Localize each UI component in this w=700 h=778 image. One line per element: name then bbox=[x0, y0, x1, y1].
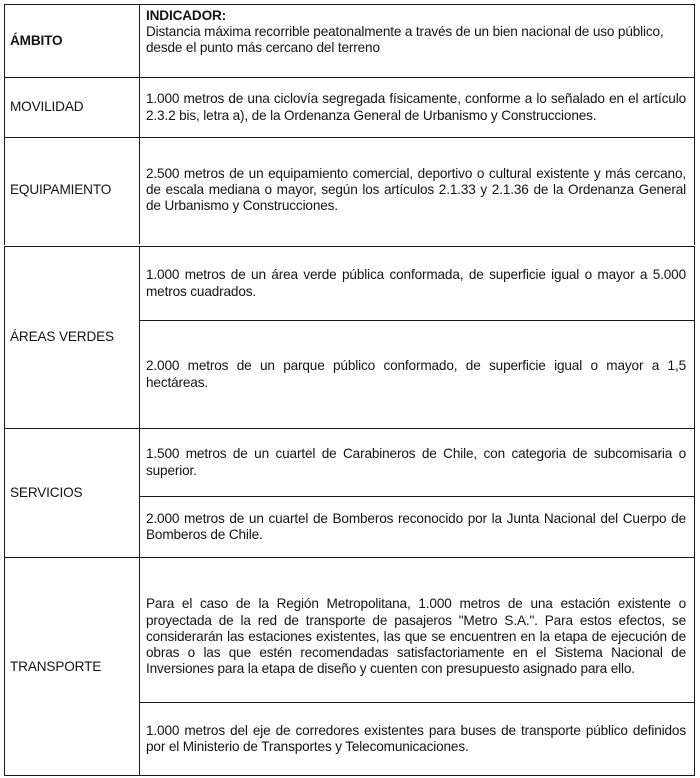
header-indicador bbox=[141, 8, 691, 76]
header-indicador-content bbox=[146, 8, 686, 57]
indicador-areas-verdes-1 bbox=[141, 247, 691, 320]
ambito-label: SERVICIOS bbox=[10, 484, 83, 500]
header-ambito-text: ÁMBITO bbox=[10, 33, 63, 49]
indicador-text: 1.000 metros de una ciclovía segregada físicamente, conforme a lo señalado en el artículo 2.3.2 bis, letra a), de la Ordenanza General de Urbanismo y Construcciones. bbox=[146, 91, 686, 123]
indicador-text: 2.000 metros de un cuartel de Bomberos reconocido por la Junta Nacional del Cuerpo de Bomberos de Chile. bbox=[146, 510, 686, 542]
ambito-label: MOVILIDAD bbox=[10, 99, 84, 115]
ambito-label: ÁREAS VERDES bbox=[10, 329, 114, 345]
ambito-transporte bbox=[6, 558, 138, 776]
ambito-label: TRANSPORTE bbox=[10, 658, 102, 674]
indicador-servicios-2 bbox=[141, 497, 691, 557]
indicador-text: 1.000 metros del eje de corredores existentes para buses de transporte público definidos por el Ministerio de Transportes y Telecomunicaciones. bbox=[146, 722, 686, 754]
indicador-servicios-1 bbox=[141, 429, 691, 496]
indicador-transporte-1 bbox=[141, 572, 691, 702]
indicador-equipamiento bbox=[141, 138, 691, 242]
ambito-equipamiento bbox=[6, 138, 138, 242]
indicador-text: 2.500 metros de un equipamiento comercial, deportivo o cultural existente y más cercano, de escala mediana o mayor, según los artículos 2.1.33 y 2.1.36 de la Ordenanza General de Urbanismo y Construcciones. bbox=[146, 165, 686, 214]
indicador-text: Para el caso de la Región Metropolitana, 1.000 metros de una estación existente o proyectada de la red de transporte de pasajeros "Metro S.A.". Para estos efectos, se considerarán las estaciones existentes, las que se encuentren en la etapa de ejecución de obras o las que estén recomendadas satisfactoriamente en el Sistema Nacional de Inversiones para la etapa de diseño y cuenten con presupuesto asignado para ello. bbox=[146, 596, 686, 677]
indicador-text: 2.000 metros de un parque público conformado, de superficie igual o mayor a 1,5 hectáreas. bbox=[146, 358, 686, 390]
header-ambito bbox=[6, 6, 138, 77]
indicador-transporte-2 bbox=[141, 703, 691, 775]
ambito-movilidad bbox=[6, 78, 138, 137]
column-divider bbox=[139, 246, 140, 776]
header-indicador-label: INDICADOR: bbox=[146, 8, 227, 23]
indicador-areas-verdes-2 bbox=[141, 321, 691, 428]
indicador-text: 1.500 metros de un cuartel de Carabineros de Chile, con categoria de subcomisaria o superior. bbox=[146, 446, 686, 478]
ambito-areas-verdes bbox=[6, 247, 138, 428]
ambito-servicios bbox=[6, 429, 138, 557]
header-indicador-text: Distancia máxima recorrible peatonalmente a través de un bien nacional de uso público, desde el punto más cercano del terreno bbox=[146, 24, 664, 56]
indicador-text: 1.000 metros de un área verde pública conformada, de superficie igual o mayor a 5.000 metros cuadrados. bbox=[146, 267, 686, 299]
column-divider bbox=[139, 4, 140, 244]
indicador-movilidad bbox=[141, 78, 691, 137]
ambito-label: EQUIPAMIENTO bbox=[10, 181, 112, 197]
